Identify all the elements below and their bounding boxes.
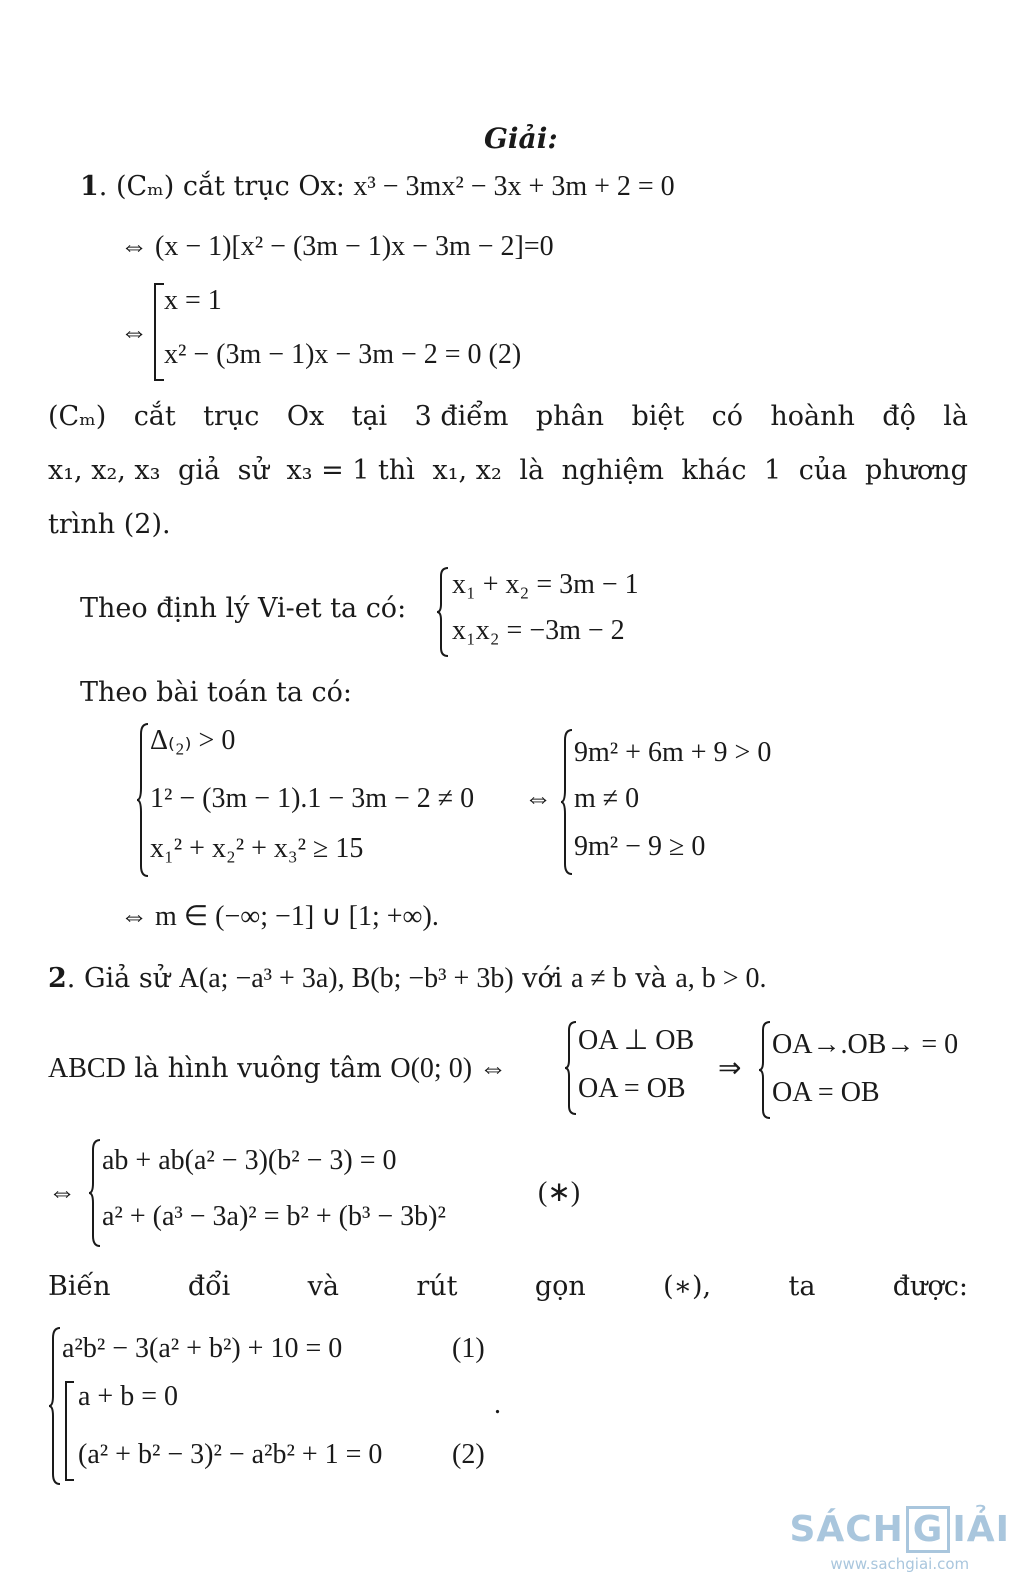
part2-points: A(a; −a³ + 3a), B(b; −b³ + 3b) <box>178 963 514 994</box>
problem-label: Theo bài toán ta có: <box>80 677 352 708</box>
para-word: nghiệm <box>561 455 664 486</box>
transform-word: rút <box>416 1271 458 1302</box>
final-dot: . <box>494 1389 501 1420</box>
square-text: là hình vuông tâm <box>125 1053 391 1084</box>
para-word: phương <box>864 455 968 486</box>
square-name: ABCD <box>48 1053 126 1084</box>
para-word: phân <box>535 401 605 432</box>
para-word: sử <box>237 455 269 486</box>
transform-word: và <box>307 1271 339 1302</box>
part2-with: với <box>513 963 571 994</box>
equal-length-row: OA = OB <box>772 1077 880 1108</box>
sysC <box>88 1138 548 1248</box>
part1-line1 <box>80 170 675 204</box>
part2-and: và <box>626 963 676 994</box>
para-word: 1 <box>764 455 782 486</box>
star-tag: (∗) <box>538 1177 581 1208</box>
sysC-row-1: ab + ab(a² − 3)(b² − 3) = 0 <box>102 1145 397 1176</box>
para-line-1 <box>48 400 968 434</box>
part2-cond2: a, b > 0. <box>675 963 767 994</box>
part2-number: 2 <box>48 963 67 994</box>
root-row-2: x² − (3m − 1)x − 3m − 2 = 0 (2) <box>164 339 522 370</box>
para-line-2 <box>48 454 968 488</box>
final-row-3: (a² + b² − 3)² − a²b² + 1 = 0 <box>78 1439 383 1470</box>
viet-sum: x₁ + x₂ = 3m − 1 <box>452 569 639 600</box>
simp-row-2: m ≠ 0 <box>574 783 640 814</box>
sysC-row-2: a² + (a³ − 3a)² = b² + (b³ − 3b)² <box>102 1201 446 1232</box>
transform-word: (∗), <box>663 1271 712 1302</box>
para-word: trục <box>203 401 260 432</box>
para-word: độ <box>882 401 916 432</box>
para-word: khác <box>681 455 747 486</box>
root-row-1: x = 1 <box>164 285 222 316</box>
watermark-left: SÁCH <box>789 1509 904 1550</box>
para-word: 3 điểm <box>414 401 509 432</box>
para-word: x₃ = 1 thì <box>286 455 415 486</box>
final-system <box>48 1326 548 1486</box>
document-page <box>48 0 968 1593</box>
square-statement <box>48 1052 507 1086</box>
watermark-logo <box>789 1506 1010 1553</box>
para-word: của <box>798 455 848 486</box>
final-tag-2: (2) <box>452 1439 485 1470</box>
dot-product-row: OA→.OB→ = 0 <box>772 1029 959 1060</box>
cond-row-3: x₁² + x₂² + x₃² ≥ 15 <box>150 833 364 864</box>
part1-factorization: ⇔ (x − 1)[x² − (3m − 1)x − 3m − 2]=0 <box>120 231 554 262</box>
perpendicular-row: OA ⊥ OB <box>578 1025 695 1056</box>
curly-brace <box>560 728 574 876</box>
curly-brace <box>758 1020 772 1120</box>
equiv-symbol: ⇔ <box>524 783 552 814</box>
para-word: (Cₘ) <box>48 401 107 432</box>
simp-row-3: 9m² − 9 ≥ 0 <box>574 831 706 862</box>
cond-row-1: Δ₍₂₎ > 0 <box>150 725 236 756</box>
final-tag-1: (1) <box>452 1333 485 1364</box>
para-word: tại <box>351 401 388 432</box>
viet-system <box>436 566 736 658</box>
para-word: là <box>519 455 545 486</box>
part1-result: ⇔ m ∈ (−∞; −1] ∪ [1; +∞). <box>120 901 439 932</box>
part1-equation: x³ − 3mx² − 3x + 3m + 2 = 0 <box>353 171 675 202</box>
equal-length-row: OA = OB <box>578 1073 686 1104</box>
para-word: hoành <box>770 401 855 432</box>
transform-line <box>48 1270 968 1304</box>
para-word: có <box>711 401 743 432</box>
curly-brace <box>136 722 150 878</box>
para-word: giả <box>178 455 221 486</box>
curly-brace <box>436 566 450 658</box>
condition-system <box>136 722 556 878</box>
para-word: cắt <box>133 401 176 432</box>
viet-label: Theo định lý Vi-et ta có: <box>80 593 407 624</box>
part2-cond: a ≠ b <box>571 963 627 994</box>
equiv-symbol: ⇔ <box>120 317 148 348</box>
condition-system-simplified <box>560 728 860 876</box>
para-line-3: trình (2). <box>48 509 171 540</box>
watermark-url: www.sachgiai.com <box>830 1555 970 1573</box>
root-system <box>152 282 672 382</box>
para-word: x₁, x₂, x₃ <box>48 455 161 486</box>
curly-brace <box>88 1138 102 1248</box>
cond-row-2: 1² − (3m − 1).1 − 3m − 2 ≠ 0 <box>150 783 475 814</box>
watermark <box>789 1506 1010 1573</box>
part2-intro: . Giả sử <box>66 963 179 994</box>
viet-product: x₁x₂ = −3m − 2 <box>452 615 625 646</box>
watermark-box: G <box>906 1506 951 1553</box>
simp-row-1: 9m² + 6m + 9 > 0 <box>574 737 772 768</box>
para-word: Ox <box>286 401 325 432</box>
final-row-2: a + b = 0 <box>78 1381 179 1412</box>
para-word: là <box>943 401 968 432</box>
part1-intro: . (Cₘ) cắt trục Ox: <box>98 171 354 202</box>
square-center: O(0; 0) ⇔ <box>390 1053 508 1084</box>
equiv-symbol: ⇔ <box>48 1177 76 1208</box>
part1-number: 1 <box>80 171 99 202</box>
implies-symbol: ⇒ <box>718 1053 742 1084</box>
solution-title: Giải: <box>484 122 558 155</box>
para-word: x₁, x₂ <box>432 455 502 486</box>
sysB <box>758 1020 958 1120</box>
final-row-1: a²b² − 3(a² + b²) + 10 = 0 <box>62 1333 343 1364</box>
transform-word: Biến <box>48 1271 111 1302</box>
curly-brace <box>564 1020 578 1116</box>
transform-word: ta <box>788 1271 816 1302</box>
transform-word: gọn <box>534 1271 586 1302</box>
transform-word: được: <box>892 1271 968 1302</box>
transform-word: đổi <box>187 1271 231 1302</box>
para-word: biệt <box>631 401 685 432</box>
part2-line1 <box>48 962 767 996</box>
watermark-right: IẢI <box>952 1509 1010 1550</box>
